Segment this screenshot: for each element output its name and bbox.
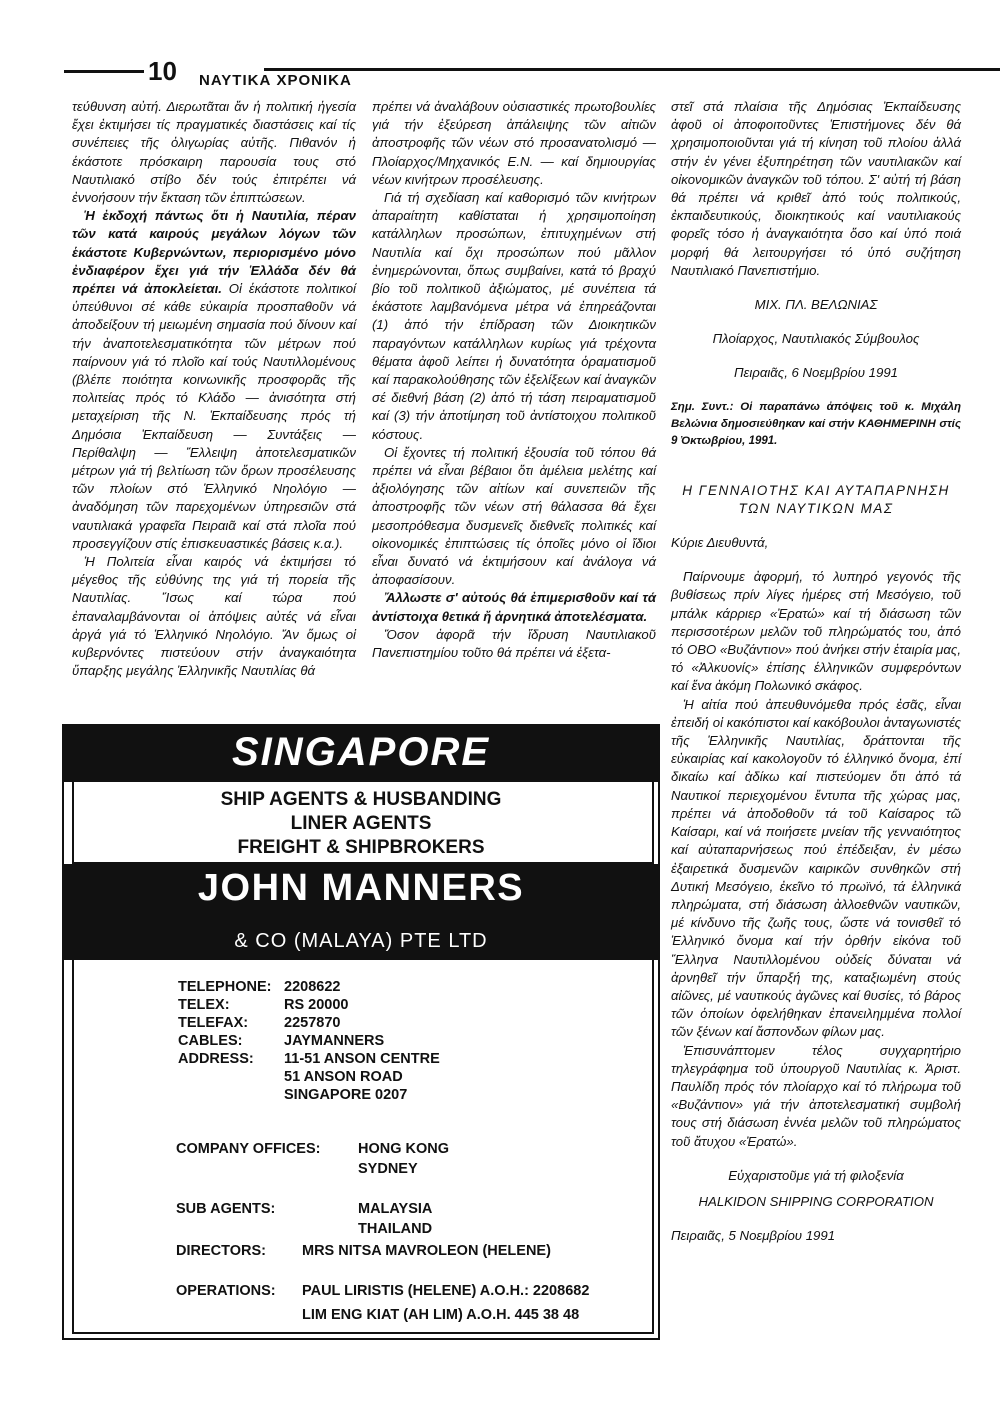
address-line: 11-51 ANSON CENTRE (284, 1051, 440, 1067)
telex-value: RS 20000 (284, 997, 349, 1013)
ad-service: LINER AGENTS (290, 813, 432, 834)
ad-company-name: JOHN MANNERS (197, 867, 525, 909)
publication-title: ΝΑΥΤΙΚΑ ΧΡΟΝΙΚΑ (199, 72, 352, 89)
bold-passage: Ἡ ἐκδοχή πάντως ὅτι ἡ Ναυτιλία, πέραν τῶν κατά καιρούς μεγάλων λόγων τῶν ἑκάστοτε Κυβερνώντων, περιορισμένο μόνο ἐνδιαφέρον ἔχει γιά τήν Ἑλλάδα δέν θά πρέπει νά ἀποκλείεται. (72, 208, 356, 297)
header-rule-right (264, 68, 1000, 71)
thanks-line: Εὐχαριστοῦμε γιά τή φιλοξενία (728, 1167, 904, 1183)
salutation: Κύριε Διευθυντά, (671, 535, 769, 551)
address-label: ADDRESS: (178, 1051, 254, 1067)
telex-label: TELEX: (178, 997, 230, 1013)
page-header (64, 56, 984, 90)
paragraph: Παίρνουμε ἀφορμή, τό λυπηρό γεγονός τῆς βυθίσεως πρίν λίγες ἡμέρες στή Μεσόγειο, τοῦ μπάλκ κάρριερ «Ἐρατώ» καί τή διάσωση τῶν περισσοτέρων μελῶν τοῦ πληρώματός του, ἀπό τό ΟΒΟ «Βυζάντιον» πού ἀνήκει στήν ἑταιρία μας, τό «Ἀλκυονίς» ἐπίσης ἑλληνικῶν συμφερόντων καί ἕνα ἀκόμη Πολωνικό σκάφος. (671, 569, 961, 694)
article-column-3 (671, 98, 961, 1245)
paragraph: Οἱ ἔχοντες τή πολιτική ἐξουσία τοῦ τόπου θά πρέπει νά εἶναι βέβαιοι ὅτι ἀμέλεια μελέτης καί ἀξιολόγησης τῶν αἰτίων καί συνεπειῶν τῆς ἀποστροφῆς τῶν νέων στή θάλασσα θά ἔχει μεσοπρόθεσμα δυσμενεῖς διεθνεῖς πολιτικές καί οἰκονομικές ἐπιπτώσεις τίς ὁποῖες μόνο οἱ ἴδιοι εἶναι δυνατό νά ἐκτιμήσουν καί ἀνάλογα νά ἀποφασίσουν. (372, 444, 656, 588)
directors-value: MRS NITSA MAVROLEON (HELENE) (302, 1243, 551, 1259)
advertisement (62, 724, 660, 1340)
header-rule-left (64, 70, 144, 73)
paragraph: Ἡ Πολιτεία εἶναι καιρός νά ἐκτιμήσει τό μέγεθος τῆς εὐθύνης της γιά τή πορεία τῆς Ναυτιλίας. Ἴσως καί τώρα πού ἐπαναλαμβάνονται οἱ ἀπόψεις αὐτές νά εἶναι ἀργά γιά τό Ἑλληνικό Νηολόγιο. Ἄν ὅμως οἱ κυβερνόντες πιστεύουν στήν ἀναγκαιότητα ὕπαρξης μεγάλης Ἑλληνικῆς Ναυτιλίας θά (72, 554, 356, 679)
paragraph: στεῖ στά πλαίσια τῆς Δημόσιας Ἐκπαίδευσης ἀφοῦ οἱ ἀποφοιτοῦντες Ἐπιστήμονες δέν θά χρησιμοποιοῦνται γιά τή κίνηση τοῦ πλοίου ἀλλά στήν ἐν γένει ἐξυπηρέτηση τῶν ναυτιλιακῶν καί οἰκονομικῶν ἀναγκῶν τοῦ τόπου. Σ' αὐτή τή βάση θά πρέπει νά κριθεῖ ἀπό τούς πολιτικούς, ἐκπαιδευτικούς, διοικητικούς καί ναυτιλιακούς φορεῖς τόσο ἡ ἀναγκαιότητα ὅσο καί ὑπό ποιά μορφή θά λειτουργήσει τό ὑπό συζήτηση Ναυτιλιακό Πανεπιστήμιο. (671, 99, 961, 278)
dateline: Πειραιᾶς, 6 Νοεμβρίου 1991 (733, 365, 899, 381)
signature: HALKIDON SHIPPING CORPORATION (698, 1193, 934, 1209)
subagent-value: THAILAND (358, 1221, 433, 1237)
article-column-2 (372, 98, 656, 662)
office-value: HONG KONG (358, 1141, 450, 1157)
office-value: SYDNEY (358, 1161, 418, 1177)
author-title: Πλοίαρχος, Ναυτιλιακός Σύμβουλος (712, 331, 920, 347)
letter-heading-line1: Η ΓΕΝΝΑΙΟΤΗΣ ΚΑΙ ΑΥΤΑΠΑΡΝΗΣΗ (682, 482, 950, 498)
address-line: SINGAPORE 0207 (284, 1087, 408, 1103)
telefax-value: 2257870 (284, 1015, 341, 1031)
paragraph: πρέπει νά ἀναλάβουν οὐσιαστικές πρωτοβουλίες γιά τήν ἐξεύρεση ἀπάλειψης τῶν αἰτιῶν ἀποστροφῆς τῶν νέων στό προσανατολισμό — Πλοίαρχος/Μηχανικός Ε.Ν. — καί δημιουργίας νέων κινήτρων προσέλευσης. (372, 99, 656, 187)
page-number: 10 (148, 56, 177, 86)
ad-service: SHIP AGENTS & HUSBANDING (220, 789, 502, 810)
directors-label: DIRECTORS: (176, 1243, 266, 1259)
ad-service: FREIGHT & SHIPBROKERS (237, 837, 485, 858)
offices-label: COMPANY OFFICES: (176, 1141, 321, 1157)
subagents-label: SUB AGENTS: (176, 1201, 276, 1217)
cables-label: CABLES: (178, 1033, 243, 1049)
operations-value: LIM ENG KIAT (AH LIM) A.O.H. 445 38 48 (302, 1307, 580, 1323)
operations-value: PAUL LIRISTIS (HELENE) A.O.H.: 2208682 (302, 1283, 590, 1299)
author-name: ΜΙΧ. ΠΛ. ΒΕΛΩΝΙΑΣ (754, 297, 878, 313)
article-column-1 (72, 98, 356, 681)
cables-value: JAYMANNERS (284, 1033, 385, 1049)
paragraph (72, 207, 356, 553)
subagent-value: MALAYSIA (358, 1201, 433, 1217)
paragraph: Ἐπισυνάπτομεν τέλος συγχαρητήριο τηλεγράφημα τοῦ ὑπουργοῦ Ναυτιλίας κ. Ἀριστ. Παυλίδη πρός τόν πλοίαρχο καί τό πλήρωμα τοῦ «Βυζάντιον» γιά τήν ἀποτελεσματική συμβολή τους στή διάσωση ἐννέα μελῶν τοῦ πληρώματος τοῦ ἄτυχου «Ἐρατώ». (671, 1042, 961, 1149)
ad-services (64, 788, 658, 860)
dateline: Πειραιᾶς, 5 Νοεμβρίου 1991 (671, 1228, 836, 1244)
paragraph: Γιά τή σχεδίαση καί καθορισμό τῶν κινήτρων ἀπαραίτητη καθίσταται ἡ χρησιμοποίηση κατάλληλων προσώπων, ἐπιτυχημένων στή Ναυτιλία καί ὄχι προσώπων πού μᾶλλον ἐνημερώνονται, ὅπως συμβαίνει, κατά τό βραχύ βίο τοῦ πολιτικοῦ ἀξιώματος, μέ συνέπεια τά ἑκάστοτε λαμβανόμενα μέτρα νά ἐπηρεάζονται (1) ἀπό τήν ἐπίδραση τῶν Διοικητικῶν παραγόντων κατάλληλων κυρίως γιά τρέχοντα θέματα ἀφοῦ λείπει ἡ δυνατότητα ὁραματισμοῦ καί παρακολούθησης τῶν ἐξελίξεων καί ἀναγκῶν σέ διεθνή βάση (2) ἀπό τή τάση πειραματισμοῦ καί (3) τήν ἀποτίμηση τοῦ ἀντίστοιχου πολιτικοῦ κόστους. (372, 190, 656, 442)
ad-company-sub: & CO (MALAYA) PTE LTD (234, 930, 488, 952)
paragraph: Ὅσον ἀφορᾶ τήν ἵδρυση Ναυτιλιακοῦ Πανεπιστημίου τοῦτο θά πρέπει νά ἐξετα- (372, 626, 656, 661)
editor-note: Σημ. Συντ.: Οἱ παραπάνω ἀπόψεις τοῦ κ. Μιχάλη Βελώνια δημοσιεύθηκαν καί στήν ΚΑΘΗΜΕΡΙΝΗ στίς 9 Ὀκτωβρίου, 1991. (671, 400, 961, 447)
paragraph: Ἡ αἰτία πού ἀπευθυνόμεθα πρός ἐσᾶς, εἶναι ἐπειδή οἱ κακόπιστοι καί κακόβουλοι ἀνταγωνιστές τῆς Ἑλληνικῆς Ναυτιλίας, δράττονται τῆς εὐκαιρίας καί κακολογοῦν τό ἑλληνικό ὄνομα, ἐπί δικαίω καί ἀδίκω καί πιστεύομεν ὅτι ἀπό τά Ναυτικοί περιεχομένου ἔντυπα τῆς χώρας μας, πρέπει νά ἀποδοθοῦν τά τοῦ Καίσαρος τῶ Καίσαρι, καί νά ποιήσετε μνείαν τῆς γενναιότητος καί αὐταπαρνήσεως πού ἐπέδειξαν, ἐν μέσω ἐξαιρετικά δυσμενῶν καιρικῶν συνθηκῶν στή Δυτική Μεσόγειο, ἐκεῖνο τό πρωϊνό, τά ἑλληνικά πληρώματα, στή διάσωση ἀλλοεθνῶν ναυτικῶν, μέ κίνδυνο τῆς ζωῆς τους, ὥστε νά τονισθεῖ τό Ἑλληνικό ὄνομα καί τήν ὀρθήν εἰκόνα τοῦ Ἕλληνα Ναυτιλλομένου οὐδείς δύναται νά ἀρνηθεῖ τήν ὕπαρξή της, καταξιωμένη στούς αἰῶνες, μέ ναυτικούς ἀγῶνες καί θυσίες, τό βάρος τῶν ὁποίων ὀφελήθηκαν ἐπανειλημμένα πολλοί τῶν ξένων καί ἄσπονδων φίλων μας. (671, 696, 961, 1040)
bold-paragraph: Ἄλλωστε σ' αὐτούς θά ἐπιμερισθοῦν καί τά ἀντίστοιχα θετικά ἤ ἀρνητικά ἀποτελέσματα. (372, 590, 656, 624)
telephone-label: TELEPHONE: (178, 979, 272, 995)
telephone-value: 2208622 (284, 979, 341, 995)
paragraph: τεύθυνση αὐτή. Διερωτᾶται ἄν ἡ πολιτική ἡγεσία ἔχει ἐκτιμήσει τίς πραγματικές διαστάσεις καί τίς συνέπειες τῆς ὀλιγωρίας αὐτῆς. Πιθανόν ἡ ἑκάστοτε πρόσκαιρη παρουσία τους στό Ναυτιλιακό στίβο δέν τούς ἐπιτρέπει νά ἐννοήσουν τήν ἔκταση τῶν ἐπιπτώσεων. (72, 99, 356, 206)
address-line: 51 ANSON ROAD (284, 1069, 403, 1085)
operations-label: OPERATIONS: (176, 1283, 276, 1299)
letter-heading-line2: ΤΩΝ ΝΑΥΤΙΚΩΝ ΜΑΣ (738, 500, 894, 516)
ad-city: SINGAPORE (231, 730, 491, 774)
telefax-label: TELEFAX: (178, 1015, 249, 1031)
paragraph-text: Οἱ ἑκάστοτε πολιτικοί ὑπεύθυνοι σέ κάθε εὐκαιρία προσπαθοῦν νά ἀποδείξουν τή μειωμένη σημασία πού δίνουν καί τήν ἀναποτελεσματικότητα τῶν μέτρων πού παίρνουν γιά τό πλοῖο καί τούς Ναυτιλλομένους (βλέπε ποιότητα κοινωνικῆς προσφορᾶς τῆς πολιτείας πρός τό Κλάδο — ἀνισότητα στή μεταχείριση τῆς Ν. Ἐκπαίδευσης πρός τή Δημόσια Ἐκπαίδευση — Συντάξεις — Περίθαλψη — Ἔλλειψη ἀποτελεσματικῶν μέτρων γιά τή βελτίωση τῶν ὅρων προσέλευσης τῶν πλοίων στό Ἑλληνικό Νηολόγιο — ἀναδόμηση τῶν παρεχομένων ὑπηρεσιῶν στά ναυτιλιακά γραφεῖα Πειραιᾶ καί στά πλοῖα πού προσεγγίζουν στίς ἐπισκευαστικές βάσεις κ.α.). (72, 281, 356, 551)
